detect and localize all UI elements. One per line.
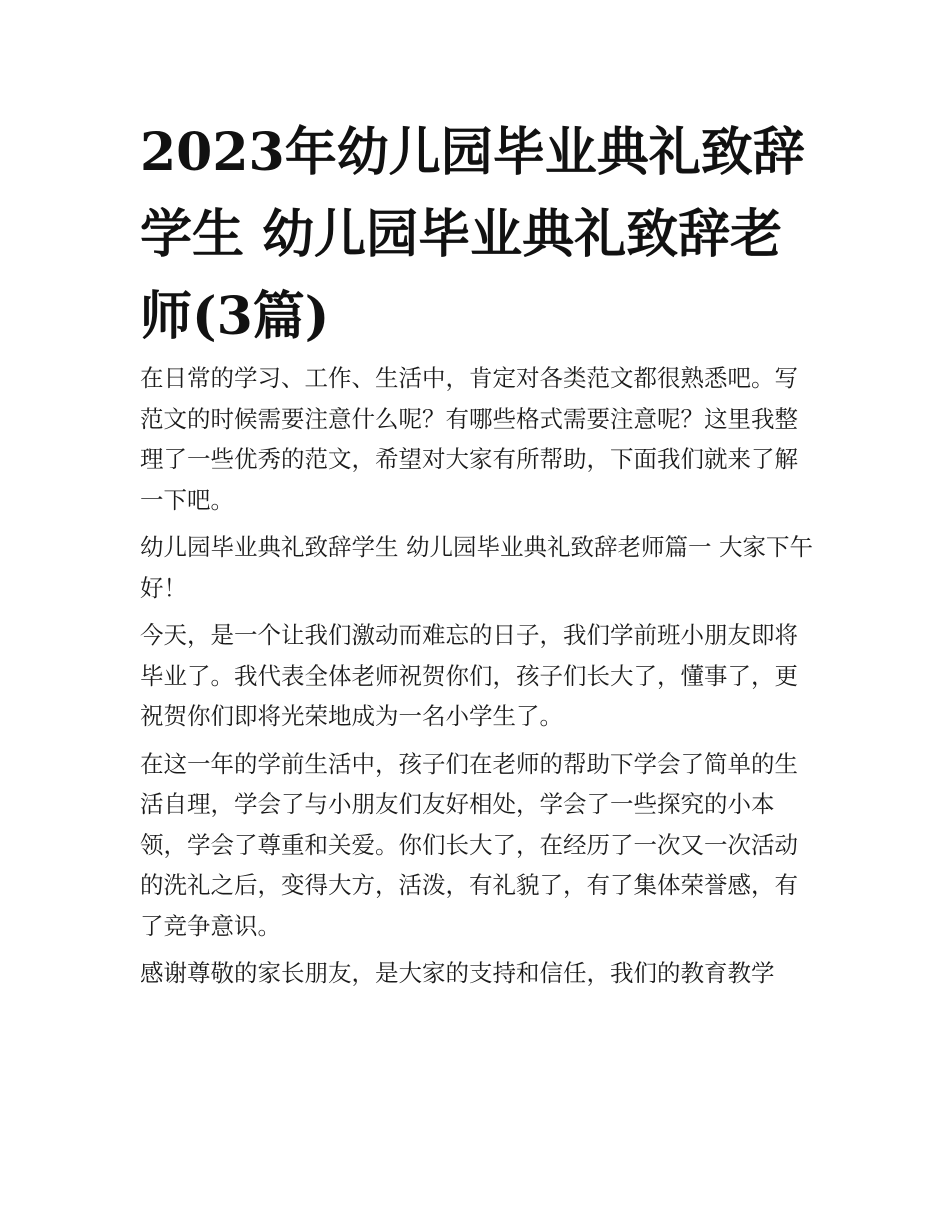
paragraph-body: 今天，是一个让我们激动而难忘的日子，我们学前班小朋友即将毕业了。我代表全体老师祝贺你们，孩子们长大了，懂事了，更祝贺你们即将光荣地成为一名小学生了。 (140, 621, 798, 730)
paragraph-body: 感谢尊敬的家长朋友，是大家的支持和信任，我们的教育教学 (140, 959, 775, 987)
paragraph-body: 在这一年的学前生活中，孩子们在老师的帮助下学会了简单的生活自理，学会了与小朋友们友好相处，学会了一些探究的小本领，学会了尊重和关爱。你们长大了，在经历了一次又一次活动的洗礼之后，变得大方，活泼，有礼貌了，有了集体荣誉感，有了竞争意识。 (140, 749, 798, 940)
paragraph-section-heading: 幼儿园毕业典礼致辞学生 幼儿园毕业典礼致辞老师篇一 大家下午好！ (140, 533, 813, 602)
document-body (140, 358, 815, 1001)
paragraph-intro: 在日常的学习、工作、生活中，肯定对各类范文都很熟悉吧。写范文的时候需要注意什么呢？有哪些格式需要注意呢？这里我整理了一些优秀的范文，希望对大家有所帮助，下面我们就来了解一下吧。 (140, 364, 798, 514)
document-title: 2023年幼儿园毕业典礼致辞学生 幼儿园毕业典礼致辞老师(3篇) (140, 122, 805, 347)
